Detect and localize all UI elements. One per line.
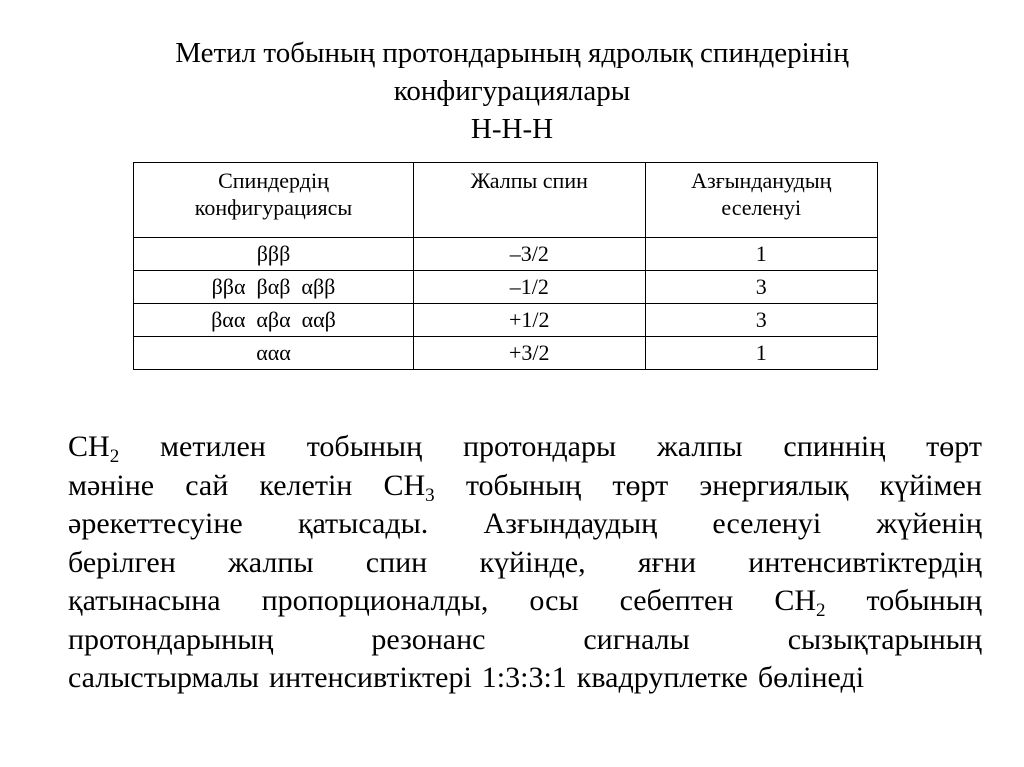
paragraph-word: еселенуі — [712, 507, 822, 540]
paragraph-word: пропорционалды, — [261, 584, 489, 617]
paragraph-word: $CH_2$ — [774, 584, 826, 621]
paragraph-word: жалпы — [657, 430, 743, 463]
paragraph-word: осы — [529, 584, 579, 617]
paragraph-line — [68, 659, 982, 698]
paragraph-word: протондары — [462, 430, 617, 463]
paragraph-word: салыстырмалы — [68, 661, 260, 694]
title-line-1: Метил тобының протондарының ядролық спиндерінің — [175, 37, 849, 69]
paragraph-line — [68, 428, 982, 467]
paragraph-word: әрекеттесуіне — [68, 507, 243, 540]
paragraph-word: жүйенің — [876, 507, 982, 540]
paragraph-word: квадруплетке — [576, 661, 748, 694]
cell-total-spin: +3/2 — [413, 337, 645, 370]
table-row — [134, 337, 878, 370]
paragraph-word: сигналы — [583, 622, 690, 656]
paragraph-word: энергиялық — [699, 468, 849, 502]
table-header-row — [134, 163, 878, 238]
cell-configuration: ββα βαβ αββ — [134, 271, 414, 304]
title-line-3: H-H-H — [470, 113, 554, 145]
cell-configuration: βββ — [134, 238, 414, 271]
spin-configuration-table — [133, 162, 878, 370]
slide-title — [0, 34, 1024, 148]
cell-total-spin: +1/2 — [413, 304, 645, 337]
cell-configuration: βαα αβα ααβ — [134, 304, 414, 337]
paragraph-word: тобының — [866, 584, 982, 617]
paragraph-word: қатысады. — [297, 507, 429, 540]
cell-total-spin: –3/2 — [413, 238, 645, 271]
paragraph-word: протондарының — [68, 622, 274, 656]
paragraph-line — [68, 582, 982, 621]
table-row — [134, 304, 878, 337]
paragraph-word: сызықтарының — [787, 622, 982, 656]
paragraph-word: мәніне — [68, 468, 155, 502]
subscript: 2 — [109, 446, 120, 467]
paragraph-line — [68, 505, 982, 544]
table-row — [134, 271, 878, 304]
paragraph-word: $CH_2$ — [68, 430, 120, 467]
paragraph-line — [68, 467, 982, 506]
paragraph-line — [68, 621, 982, 660]
paragraph-word: сай — [185, 468, 229, 502]
paragraph-line — [68, 544, 982, 583]
paragraph-word: $CH_3$ — [383, 468, 435, 506]
paragraph-word: резонанс — [371, 622, 486, 656]
paragraph-word: интенсивтіктері — [269, 661, 472, 694]
cell-degeneracy: 3 — [645, 304, 877, 337]
paragraph-word: төрт — [612, 468, 669, 502]
header-total-spin: Жалпы спин — [413, 163, 645, 238]
title-line-2: конфигурациялары — [393, 75, 631, 107]
cell-degeneracy: 3 — [645, 271, 877, 304]
paragraph-word: спиннің — [783, 430, 886, 463]
paragraph-word: метилен — [160, 430, 266, 463]
paragraph-word: интенсивтіктердің — [748, 545, 982, 579]
cell-configuration: ααα — [134, 337, 414, 370]
header-configuration: Спиндердің конфигурациясы — [134, 163, 414, 238]
paragraph-word: спин — [365, 545, 428, 579]
paragraph-word: күйінде, — [479, 545, 586, 579]
subscript: 3 — [425, 484, 435, 506]
paragraph-word: себептен — [619, 584, 734, 617]
paragraph-word: төрт — [926, 430, 982, 463]
paragraph-word: тобының — [465, 468, 582, 502]
paragraph-word: жалпы — [228, 545, 314, 579]
cell-total-spin: –1/2 — [413, 271, 645, 304]
paragraph-word: келетін — [259, 468, 353, 502]
paragraph-word: қатынасына — [68, 584, 221, 617]
explanation-paragraph — [68, 428, 982, 698]
cell-degeneracy: 1 — [645, 337, 877, 370]
paragraph-word: берілген — [68, 545, 176, 579]
paragraph-word: 1:3:3:1 — [481, 661, 567, 694]
paragraph-word: күйімен — [879, 468, 982, 502]
table-row — [134, 238, 878, 271]
subscript: 2 — [816, 600, 826, 621]
paragraph-word: Азғындаудың — [483, 507, 658, 540]
paragraph-word: тобының — [306, 430, 423, 463]
cell-degeneracy: 1 — [645, 238, 877, 271]
header-degeneracy: Азғынданудың еселенуі — [645, 163, 877, 238]
paragraph-word: яғни — [637, 545, 697, 579]
paragraph-word: бөлінеді — [757, 661, 865, 694]
